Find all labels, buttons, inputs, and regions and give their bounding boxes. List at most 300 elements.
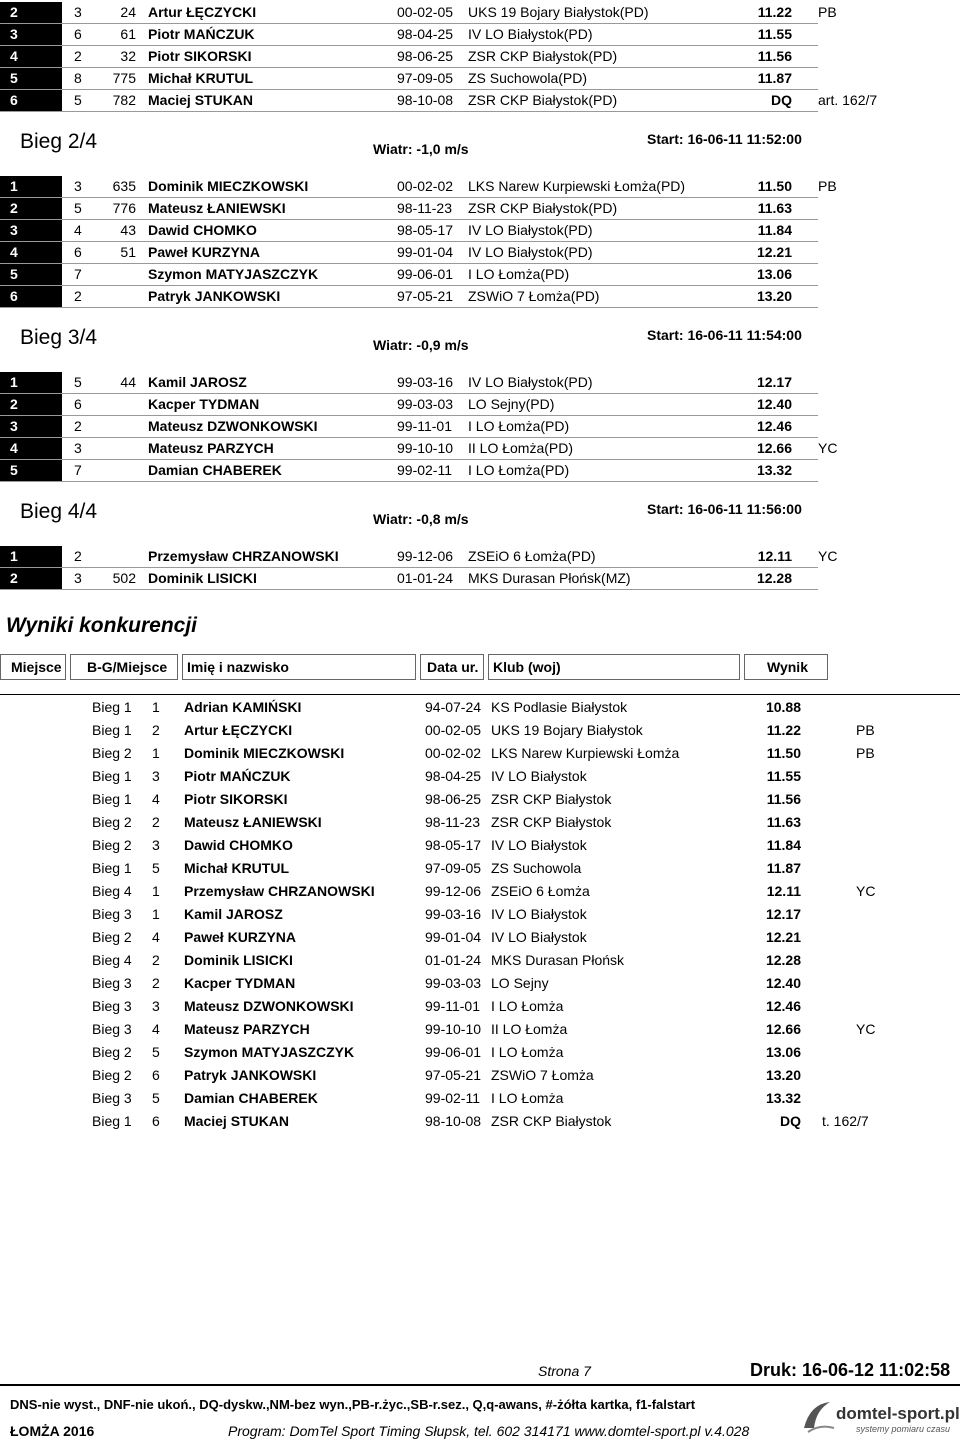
lane: 5 <box>74 374 82 390</box>
place: 2 <box>10 570 18 586</box>
bib: 43 <box>120 222 136 238</box>
birth-date: 99-03-03 <box>397 396 454 412</box>
place: 1 <box>10 374 18 390</box>
place: 2 <box>10 200 18 216</box>
athlete-name: Michał KRUTUL <box>148 70 253 86</box>
place: 4 <box>10 48 18 64</box>
birth-date: 97-09-05 <box>425 860 482 876</box>
result: 11.22 <box>757 4 792 20</box>
club: ZSEiO 6 Łomża(PD) <box>468 548 596 564</box>
note: PB <box>856 722 875 738</box>
place: 3 <box>10 222 18 238</box>
note: PB <box>818 4 837 20</box>
athlete-name: Dawid CHOMKO <box>148 222 257 238</box>
lane: 6 <box>74 26 82 42</box>
event-name: ŁOMŻA 2016 <box>10 1423 95 1439</box>
note: PB <box>818 178 837 194</box>
athlete-name: Damian CHABEREK <box>184 1090 318 1106</box>
heat-place: 3 <box>152 768 160 784</box>
club: ZSR CKP Białystok(PD) <box>468 92 618 108</box>
athlete-name: Piotr SIKORSKI <box>184 791 288 807</box>
page-number: Strona 7 <box>538 1363 591 1379</box>
heat-label: Bieg 1 <box>92 860 132 876</box>
athlete-name: Dominik LISICKI <box>148 570 257 586</box>
result: 11.84 <box>757 222 792 238</box>
club: ZSEiO 6 Łomża <box>491 883 590 899</box>
lane: 4 <box>74 222 82 238</box>
note: YC <box>856 1021 876 1037</box>
athlete-name: Dawid CHOMKO <box>184 837 293 853</box>
athlete-name: Mateusz ŁANIEWSKI <box>184 814 322 830</box>
athlete-name: Paweł KURZYNA <box>148 244 261 260</box>
birth-date: 99-10-10 <box>425 1021 482 1037</box>
place: 3 <box>10 26 18 42</box>
birth-date: 98-10-08 <box>425 1113 482 1129</box>
heat-label: Bieg 3 <box>92 1021 132 1037</box>
club: LO Sejny(PD) <box>468 396 555 412</box>
heat-place: 1 <box>152 745 160 761</box>
club: IV LO Białystok <box>491 768 587 784</box>
club: ZSR CKP Białystok <box>491 814 612 830</box>
bib: 24 <box>120 4 136 20</box>
note: art. 162/7 <box>818 92 878 108</box>
heat-label: Bieg 2 <box>92 814 132 830</box>
club: IV LO Białystok(PD) <box>468 222 593 238</box>
birth-date: 99-11-01 <box>425 998 481 1014</box>
lane: 6 <box>74 244 82 260</box>
result-row <box>0 1111 960 1134</box>
birth-date: 99-01-04 <box>397 244 454 260</box>
club: MKS Durasan Płońsk <box>491 952 625 968</box>
heat-label: Bieg 1 <box>92 722 132 738</box>
note: YC <box>818 440 838 456</box>
heat-place: 1 <box>152 699 160 715</box>
result-row <box>0 1042 960 1065</box>
heat-row <box>0 416 960 438</box>
place: 5 <box>10 462 18 478</box>
heat-label: Bieg 2 <box>92 837 132 853</box>
heat-place: 5 <box>152 860 160 876</box>
athlete-name: Michał KRUTUL <box>184 860 289 876</box>
heat-place: 2 <box>152 952 160 968</box>
result: 12.11 <box>757 548 792 564</box>
birth-date: 99-02-11 <box>397 462 453 478</box>
lane: 2 <box>74 288 82 304</box>
result: DQ <box>780 1113 801 1129</box>
row-underline <box>0 481 818 482</box>
program-info: Program: DomTel Sport Timing Słupsk, tel. 602 314171 www.domtel-sport.pl v.4.028 <box>228 1423 750 1439</box>
athlete-name: Artur ŁĘCZYCKI <box>148 4 257 20</box>
heat-label: Bieg 1 <box>92 1113 132 1129</box>
wind-reading: Wiatr: -0,9 m/s <box>373 337 469 353</box>
club: UKS 19 Bojary Białystok <box>491 722 643 738</box>
birth-date: 99-12-06 <box>425 883 482 899</box>
club: ZSR CKP Białystok <box>491 1113 612 1129</box>
heat-row <box>0 176 960 198</box>
birth-date: 99-12-06 <box>397 548 454 564</box>
birth-date: 98-11-23 <box>397 200 453 216</box>
heat-label: Bieg 3 <box>92 998 132 1014</box>
birth-date: 98-05-17 <box>397 222 454 238</box>
heat-place: 6 <box>152 1113 160 1129</box>
result: 12.11 <box>766 883 801 899</box>
athlete-name: Maciej STUKAN <box>184 1113 290 1129</box>
heat-label: Bieg 1 <box>92 791 132 807</box>
birth-date: 99-11-01 <box>397 418 453 434</box>
result-row <box>0 858 960 881</box>
heat-row <box>0 372 960 394</box>
heat-label: Bieg 1 <box>92 699 132 715</box>
athlete-name: Piotr SIKORSKI <box>148 48 252 64</box>
note: PB <box>856 745 875 761</box>
athlete-name: Mateusz ŁANIEWSKI <box>148 200 286 216</box>
result-row <box>0 697 960 720</box>
result: 12.66 <box>756 440 792 456</box>
bib: 61 <box>120 26 136 42</box>
lane: 6 <box>74 396 82 412</box>
row-underline <box>0 307 818 308</box>
heat-label: Bieg 1 <box>92 768 132 784</box>
heat-row <box>0 460 960 482</box>
heat-place: 5 <box>152 1090 160 1106</box>
birth-date: 98-04-25 <box>425 768 482 784</box>
logo-text: domtel-sport.pl <box>836 1404 960 1423</box>
athlete-name: Przemysław CHRZANOWSKI <box>184 883 375 899</box>
birth-date: 01-01-24 <box>397 570 454 586</box>
club: I LO Łomża(PD) <box>468 266 570 282</box>
birth-date: 97-05-21 <box>397 288 454 304</box>
row-underline <box>0 111 818 112</box>
athlete-name: Dominik MIECZKOWSKI <box>184 745 345 761</box>
lane: 3 <box>74 4 82 20</box>
birth-date: 98-04-25 <box>397 26 454 42</box>
birth-date: 98-05-17 <box>425 837 482 853</box>
athlete-name: Dominik MIECZKOWSKI <box>148 178 309 194</box>
lane: 2 <box>74 548 82 564</box>
heat-label: Bieg 2 <box>92 745 132 761</box>
result: 13.20 <box>756 288 792 304</box>
result: 12.46 <box>765 998 801 1014</box>
athlete-name: Dominik LISICKI <box>184 952 293 968</box>
club: UKS 19 Bojary Białystok(PD) <box>468 4 649 20</box>
result: 10.88 <box>765 699 801 715</box>
heat-row <box>0 198 960 220</box>
heat-row <box>0 46 960 68</box>
birth-date: 99-03-16 <box>425 906 482 922</box>
bib: 44 <box>120 374 136 390</box>
athlete-name: Artur ŁĘCZYCKI <box>184 722 293 738</box>
row-underline <box>0 589 818 590</box>
club: I LO Łomża <box>491 1044 564 1060</box>
results-title: Wyniki konkurencji <box>6 614 197 637</box>
result: 11.87 <box>766 860 801 876</box>
birth-date: 98-06-25 <box>397 48 454 64</box>
heat-row <box>0 568 960 590</box>
heat-row <box>0 546 960 568</box>
result-row <box>0 1065 960 1088</box>
place: 4 <box>10 244 18 260</box>
heat-place: 2 <box>152 722 160 738</box>
athlete-name: Mateusz PARZYCH <box>184 1021 310 1037</box>
heat-label: Bieg 3 <box>92 975 132 991</box>
club: ZS Suchowola <box>491 860 582 876</box>
club: IV LO Białystok <box>491 837 587 853</box>
heat-row <box>0 264 960 286</box>
result: 11.56 <box>757 48 792 64</box>
result: 12.21 <box>756 244 792 260</box>
athlete-name: Mateusz PARZYCH <box>148 440 274 456</box>
heat-label: Bieg 2 <box>92 1067 132 1083</box>
heat-place: 6 <box>152 1067 160 1083</box>
heat-place: 2 <box>152 814 160 830</box>
heat-place: 4 <box>152 929 160 945</box>
bib: 51 <box>120 244 136 260</box>
lane: 3 <box>74 178 82 194</box>
club: I LO Łomża <box>491 1090 564 1106</box>
result: 12.17 <box>765 906 801 922</box>
lane: 8 <box>74 70 82 86</box>
start-time: Start: 16-06-11 11:52:00 <box>647 131 802 147</box>
place: 4 <box>10 440 18 456</box>
header-place: Miejsce <box>0 654 66 680</box>
birth-date: 00-02-02 <box>397 178 454 194</box>
club: I LO Łomża(PD) <box>468 418 570 434</box>
result: 11.56 <box>766 791 801 807</box>
footer-rule <box>0 1384 960 1386</box>
athlete-name: Piotr MAŃCZUK <box>148 26 255 42</box>
heat-label: Bieg 4 <box>92 952 132 968</box>
heat-row <box>0 90 960 112</box>
result: 13.20 <box>765 1067 801 1083</box>
athlete-name: Kamil JAROSZ <box>148 374 247 390</box>
birth-date: 99-10-10 <box>397 440 454 456</box>
result-row <box>0 789 960 812</box>
result: 11.22 <box>766 722 801 738</box>
athlete-name: Patryk JANKOWSKI <box>184 1067 317 1083</box>
result-row <box>0 835 960 858</box>
logo-subtext: systemy pomiaru czasu <box>856 1424 951 1434</box>
heat-row <box>0 24 960 46</box>
athlete-name: Szymon MATYJASZCZYK <box>184 1044 355 1060</box>
bib: 635 <box>112 178 136 194</box>
athlete-name: Przemysław CHRZANOWSKI <box>148 548 339 564</box>
club: IV LO Białystok <box>491 906 587 922</box>
club: IV LO Białystok(PD) <box>468 374 593 390</box>
place: 1 <box>10 178 18 194</box>
club: ZSR CKP Białystok(PD) <box>468 200 618 216</box>
result: 11.50 <box>766 745 801 761</box>
bib: 32 <box>120 48 136 64</box>
place: 6 <box>10 92 18 108</box>
birth-date: 99-03-16 <box>397 374 454 390</box>
athlete-name: Kacper TYDMAN <box>148 396 260 412</box>
bib: 775 <box>112 70 136 86</box>
result: 13.32 <box>765 1090 801 1106</box>
birth-date: 00-02-05 <box>425 722 482 738</box>
club: ZS Suchowola(PD) <box>468 70 588 86</box>
result: 13.06 <box>756 266 792 282</box>
athlete-name: Kacper TYDMAN <box>184 975 296 991</box>
birth-date: 99-02-11 <box>425 1090 481 1106</box>
athlete-name: Paweł KURZYNA <box>184 929 297 945</box>
header-dob: Data ur. <box>420 654 484 680</box>
header-name: Imię i nazwisko <box>182 654 416 680</box>
result: 12.28 <box>756 570 792 586</box>
wind-reading: Wiatr: -0,8 m/s <box>373 511 469 527</box>
results-divider <box>0 694 960 695</box>
heat-place: 1 <box>152 906 160 922</box>
result: 11.50 <box>757 178 792 194</box>
heat-place: 3 <box>152 837 160 853</box>
wind-reading: Wiatr: -1,0 m/s <box>373 141 469 157</box>
heat-place: 5 <box>152 1044 160 1060</box>
note: YC <box>818 548 838 564</box>
heat-title: Bieg 4/4 <box>20 500 98 523</box>
result: 12.21 <box>765 929 801 945</box>
result: 12.46 <box>756 418 792 434</box>
lane: 2 <box>74 48 82 64</box>
club: ZSWiO 7 Łomża <box>491 1067 594 1083</box>
birth-date: 94-07-24 <box>425 699 482 715</box>
athlete-name: Mateusz DZWONKOWSKI <box>184 998 354 1014</box>
club: II LO Łomża(PD) <box>468 440 574 456</box>
heat-row <box>0 220 960 242</box>
club: MKS Durasan Płońsk(MZ) <box>468 570 631 586</box>
header-heat: B-G/Miejsce <box>70 654 178 680</box>
result: 11.63 <box>757 200 792 216</box>
birth-date: 99-06-01 <box>397 266 454 282</box>
result-row <box>0 1019 960 1042</box>
result-row <box>0 720 960 743</box>
result-row <box>0 973 960 996</box>
heat-row <box>0 242 960 264</box>
athlete-name: Adrian KAMIŃSKI <box>184 699 302 715</box>
athlete-name: Szymon MATYJASZCZYK <box>148 266 319 282</box>
result: 11.87 <box>757 70 792 86</box>
heat-label: Bieg 3 <box>92 1090 132 1106</box>
club: ZSR CKP Białystok(PD) <box>468 48 618 64</box>
start-time: Start: 16-06-11 11:54:00 <box>647 327 802 343</box>
heat-row <box>0 394 960 416</box>
result-row <box>0 927 960 950</box>
club: II LO Łomża <box>491 1021 568 1037</box>
club: LO Sejny <box>491 975 549 991</box>
birth-date: 99-01-04 <box>425 929 482 945</box>
club: LKS Narew Kurpiewski Łomża(PD) <box>468 178 686 194</box>
result-row <box>0 904 960 927</box>
domtel-logo <box>800 1398 960 1438</box>
birth-date: 00-02-05 <box>397 4 454 20</box>
club: ZSWiO 7 Łomża(PD) <box>468 288 600 304</box>
heat-place: 1 <box>152 883 160 899</box>
result: 12.66 <box>765 1021 801 1037</box>
birth-date: 99-03-03 <box>425 975 482 991</box>
lane: 3 <box>74 570 82 586</box>
place: 2 <box>10 396 18 412</box>
lane: 2 <box>74 418 82 434</box>
heat-label: Bieg 2 <box>92 929 132 945</box>
lane: 5 <box>74 200 82 216</box>
result-row <box>0 743 960 766</box>
place: 5 <box>10 266 18 282</box>
place: 6 <box>10 288 18 304</box>
heat-label: Bieg 3 <box>92 906 132 922</box>
place: 1 <box>10 548 18 564</box>
birth-date: 97-09-05 <box>397 70 454 86</box>
birth-date: 01-01-24 <box>425 952 482 968</box>
athlete-name: Damian CHABEREK <box>148 462 282 478</box>
heat-place: 4 <box>152 1021 160 1037</box>
heat-row <box>0 286 960 308</box>
heat-place: 2 <box>152 975 160 991</box>
footer-legend: DNS-nie wyst., DNF-nie ukoń., DQ-dyskw.,NM-bez wyn.,PB-r.życ.,SB-r.sez., Q,q-awans, #-żółta kartka, f1-falstart <box>10 1397 696 1412</box>
result: 12.40 <box>765 975 801 991</box>
result-row <box>0 812 960 835</box>
club: KS Podlasie Białystok <box>491 699 628 715</box>
athlete-name: Kamil JAROSZ <box>184 906 283 922</box>
lane: 7 <box>74 266 82 282</box>
result: 11.84 <box>766 837 801 853</box>
header-club: Klub (woj) <box>488 654 740 680</box>
heat-row <box>0 68 960 90</box>
place: 5 <box>10 70 18 86</box>
result-row <box>0 1088 960 1111</box>
club: IV LO Białystok(PD) <box>468 244 593 260</box>
athlete-name: Mateusz DZWONKOWSKI <box>148 418 318 434</box>
club: IV LO Białystok <box>491 929 587 945</box>
result: 13.06 <box>765 1044 801 1060</box>
result-row <box>0 881 960 904</box>
result-row <box>0 950 960 973</box>
club: LKS Narew Kurpiewski Łomża <box>491 745 680 761</box>
note: t. 162/7 <box>822 1113 869 1129</box>
athlete-name: Piotr MAŃCZUK <box>184 768 291 784</box>
bib: 776 <box>112 200 136 216</box>
birth-date: 98-06-25 <box>425 791 482 807</box>
lane: 5 <box>74 92 82 108</box>
result: 11.55 <box>766 768 801 784</box>
birth-date: 98-10-08 <box>397 92 454 108</box>
birth-date: 97-05-21 <box>425 1067 482 1083</box>
club: I LO Łomża(PD) <box>468 462 570 478</box>
result: 13.32 <box>756 462 792 478</box>
club: ZSR CKP Białystok <box>491 791 612 807</box>
header-result: Wynik <box>744 654 828 680</box>
heat-place: 4 <box>152 791 160 807</box>
heat-title: Bieg 3/4 <box>20 326 98 349</box>
lane: 7 <box>74 462 82 478</box>
result: 12.28 <box>765 952 801 968</box>
heat-place: 3 <box>152 998 160 1014</box>
heat-row <box>0 2 960 24</box>
result: 11.55 <box>757 26 792 42</box>
birth-date: 00-02-02 <box>425 745 482 761</box>
note: YC <box>856 883 876 899</box>
athlete-name: Maciej STUKAN <box>148 92 254 108</box>
place: 3 <box>10 418 18 434</box>
place: 2 <box>10 4 18 20</box>
birth-date: 99-06-01 <box>425 1044 482 1060</box>
club: IV LO Białystok(PD) <box>468 26 593 42</box>
result-row <box>0 766 960 789</box>
result: 12.17 <box>756 374 792 390</box>
lane: 3 <box>74 440 82 456</box>
start-time: Start: 16-06-11 11:56:00 <box>647 501 802 517</box>
bib: 502 <box>112 570 136 586</box>
heat-label: Bieg 2 <box>92 1044 132 1060</box>
result: 11.63 <box>766 814 801 830</box>
heat-label: Bieg 4 <box>92 883 132 899</box>
